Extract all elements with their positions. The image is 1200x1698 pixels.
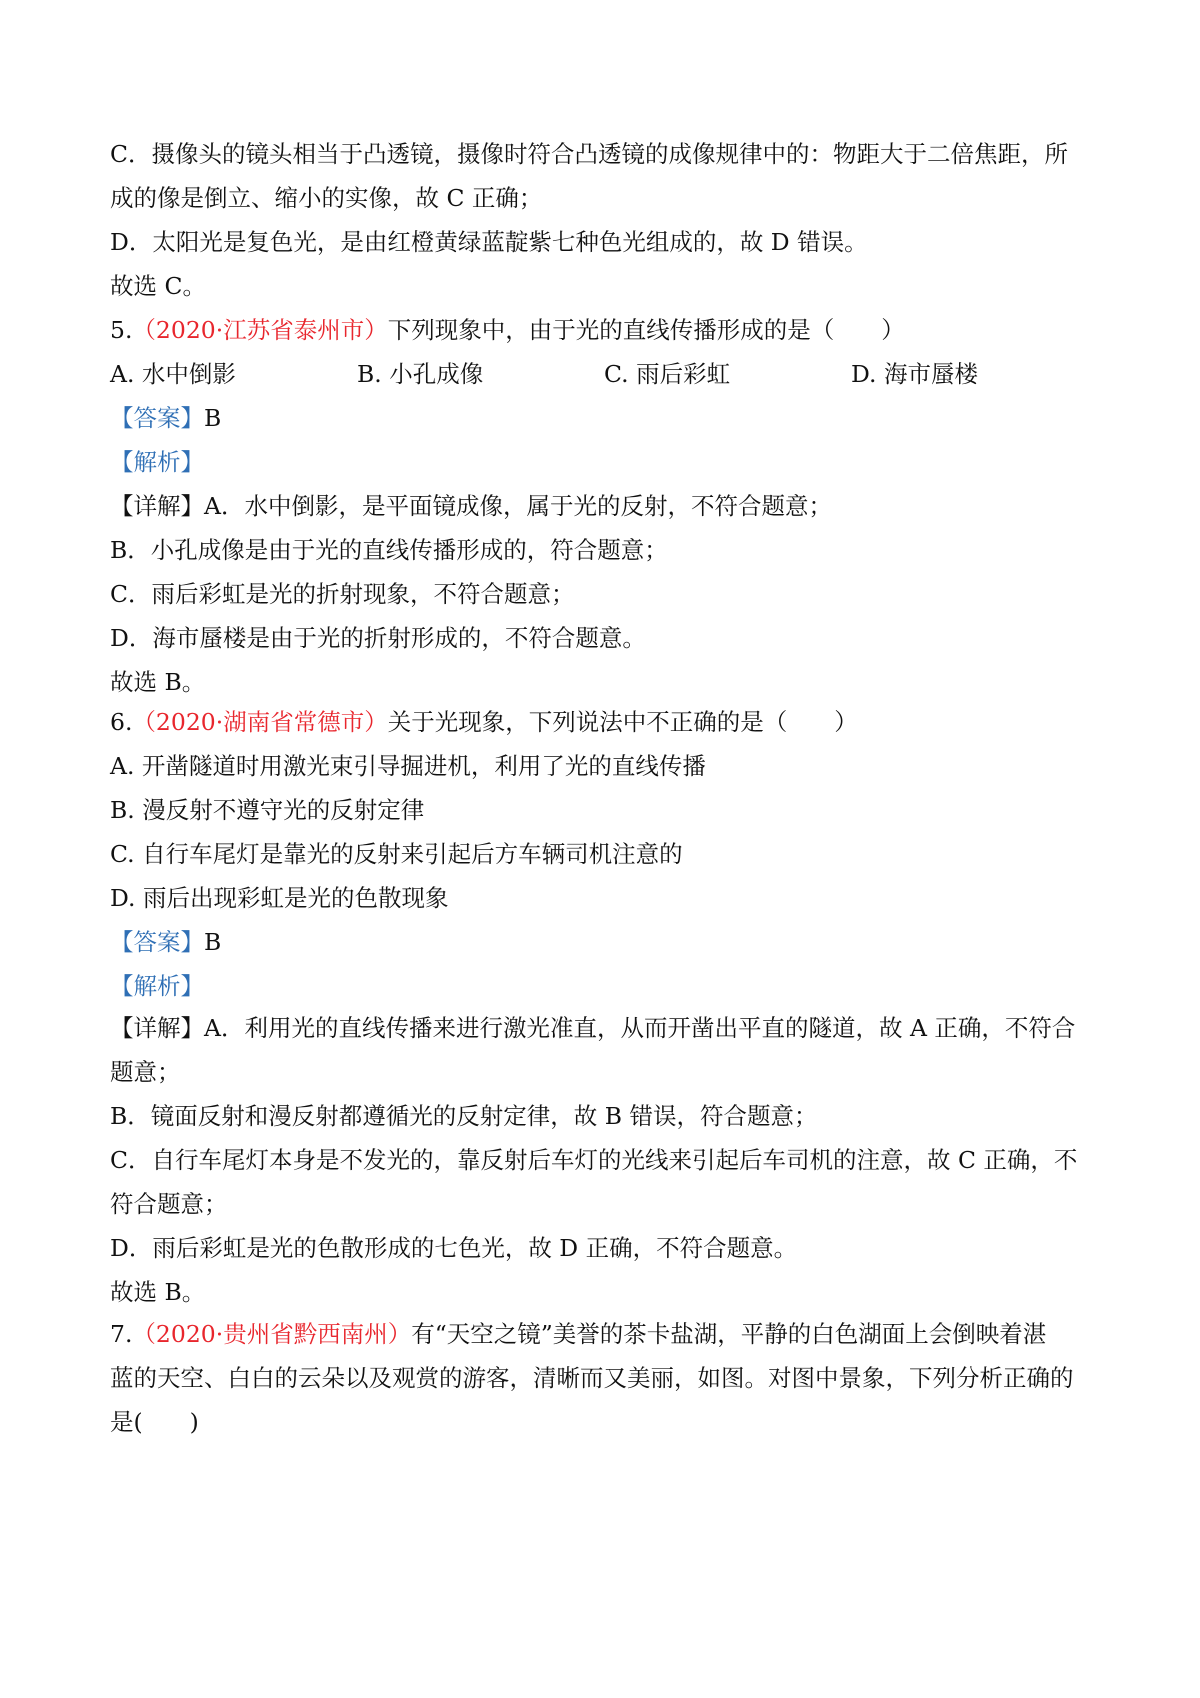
q5-explanation-b: B．小孔成像是由于光的直线传播形成的，符合题意； <box>110 536 668 564</box>
q5-stem-text: 下列现象中，由于光的直线传播形成的是（ ） <box>387 316 905 344</box>
q6-option-a: A. 开凿隧道时用激光束引导掘进机，利用了光的直线传播 <box>110 752 706 780</box>
q5-options <box>110 358 1100 390</box>
q6-explanation-c-line2: 符合题意； <box>110 1190 228 1218</box>
q5-answer <box>110 402 1100 434</box>
q5-source: （2020·江苏省泰州市） <box>132 316 388 344</box>
q6-option-d: D. 雨后出现彩虹是光的色散现象 <box>110 884 449 912</box>
q6-stem-text: 关于光现象，下列说法中不正确的是（ ） <box>387 708 858 736</box>
q6-number: 6. <box>110 708 133 736</box>
q5-stem <box>110 314 1100 346</box>
prev-explanation-c-line1: C．摄像头的镜头相当于凸透镜，摄像时符合凸透镜的成像规律中的：物距大于二倍焦距，所 <box>110 140 1068 168</box>
q6-source: （2020·湖南省常德市） <box>132 708 388 736</box>
q7-stem-line3: 是( ) <box>110 1408 199 1436</box>
q6-option-b: B. 漫反射不遵守光的反射定律 <box>110 796 425 824</box>
q6-explanation-c-line1: C．自行车尾灯本身是不发光的，靠反射后车灯的光线来引起后车司机的注意，故 C 正确，不 <box>110 1146 1078 1174</box>
q7-stem-line2: 蓝的天空、白白的云朵以及观赏的游客，清晰而又美丽，如图。对图中景象，下列分析正确的 <box>110 1364 1074 1392</box>
q6-explanation-a-line1: 【详解】A．利用光的直线传播来进行激光准直，从而开凿出平直的隧道，故 A 正确，不符合 <box>110 1014 1076 1042</box>
q5-answer-value: B <box>204 404 222 432</box>
q6-explanation-d: D．雨后彩虹是光的色散形成的七色光，故 D 正确，不符合题意。 <box>110 1234 798 1262</box>
q7-stem-text: 有“天空之镜”美誉的茶卡盐湖，平静的白色湖面上会倒映着湛 <box>411 1320 1047 1348</box>
q5-answer-tag: 【答案】 <box>110 404 204 432</box>
q6-answer-tag: 【答案】 <box>110 928 204 956</box>
prev-explanation-c-line2: 成的像是倒立、缩小的实像，故 C 正确； <box>110 184 543 212</box>
q5-option-c: C. 雨后彩虹 <box>604 360 731 388</box>
q5-explanation-c: C．雨后彩虹是光的折射现象，不符合题意； <box>110 580 575 608</box>
q6-explanation-b: B．镜面反射和漫反射都遵循光的反射定律，故 B 错误，符合题意； <box>110 1102 818 1130</box>
prev-conclusion: 故选 C。 <box>110 272 206 300</box>
q7-source: （2020·贵州省黔西南州） <box>132 1320 412 1348</box>
q7-stem-line1 <box>110 1318 1100 1350</box>
q5-number: 5. <box>110 316 133 344</box>
q7-number: 7. <box>110 1320 133 1348</box>
q5-analysis-tag: 【解析】 <box>110 448 204 476</box>
q6-answer-value: B <box>204 928 222 956</box>
q5-option-b: B. 小孔成像 <box>357 360 484 388</box>
q5-option-d: D. 海市蜃楼 <box>851 360 978 388</box>
prev-explanation-d: D．太阳光是复色光，是由红橙黄绿蓝靛紫七种色光组成的，故 D 错误。 <box>110 228 868 256</box>
q6-answer <box>110 926 1100 958</box>
q5-explanation-d: D．海市蜃楼是由于光的折射形成的，不符合题意。 <box>110 624 646 652</box>
q6-conclusion: 故选 B。 <box>110 1278 206 1306</box>
q6-stem <box>110 706 1100 738</box>
q6-explanation-a-line2: 题意； <box>110 1058 181 1086</box>
q5-explanation-a: 【详解】A．水中倒影，是平面镜成像，属于光的反射，不符合题意； <box>110 492 832 520</box>
q6-analysis-tag: 【解析】 <box>110 972 204 1000</box>
q5-conclusion: 故选 B。 <box>110 668 206 696</box>
q5-option-a: A. 水中倒影 <box>110 360 236 388</box>
q6-option-c: C. 自行车尾灯是靠光的反射来引起后方车辆司机注意的 <box>110 840 683 868</box>
